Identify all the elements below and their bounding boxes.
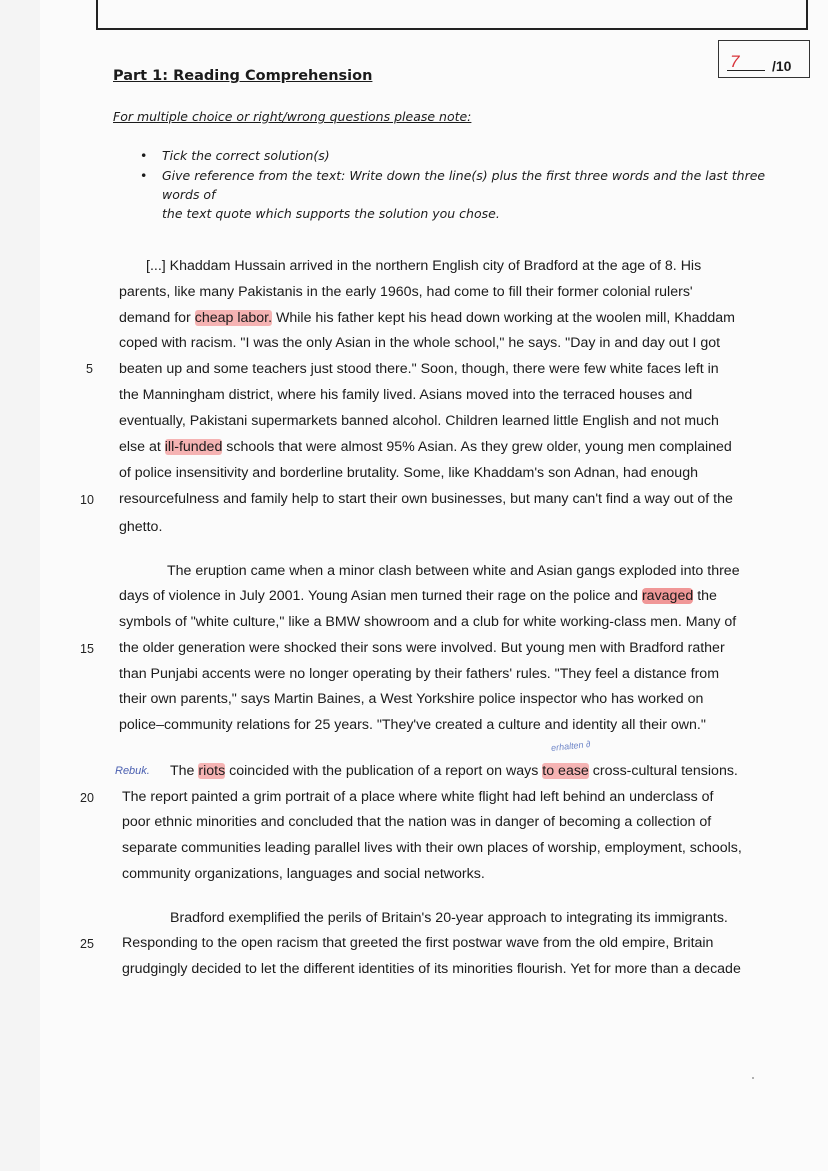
top-border-rule	[96, 0, 808, 30]
text-line: symbols of "white culture," like a BMW showroom and a club for white working-class men. Many of	[119, 614, 737, 630]
text-line: Responding to the open racism that greeted the first postwar wave from the old empire, Britain	[122, 935, 714, 951]
handwritten-annotation: erhalten ∂	[550, 738, 591, 754]
line-number: 15	[80, 642, 94, 656]
score-underline	[727, 70, 765, 71]
text-line: days of violence in July 2001. Young Asian men turned their rage on the police and ravaged the	[119, 588, 717, 604]
instructions-heading: For multiple choice or right/wrong questions please note:	[113, 109, 472, 124]
text-line: the older generation were shocked their sons were involved. But young men with Bradford rather	[119, 640, 725, 656]
speck	[752, 1077, 754, 1079]
text-line: community organizations, languages and social networks.	[122, 866, 485, 882]
highlight-to-ease: to ease	[542, 763, 589, 779]
text-line: ghetto.	[119, 519, 163, 535]
instruction-item: • Tick the correct solution(s)	[140, 146, 800, 165]
text-line: Bradford exemplified the perils of Britain's 20-year approach to integrating its immigrants.	[170, 910, 728, 926]
text-line: their own parents," says Martin Baines, a West Yorkshire police inspector who has worked on	[119, 691, 704, 707]
text-line: resourcefulness and family help to start their own businesses, but many can't find a way out of the	[119, 491, 733, 507]
text-line: grudgingly decided to let the different identities of its minorities flourish. Yet for more than a decade	[122, 961, 741, 977]
text-line: eventually, Pakistani supermarkets banned alcohol. Children learned little English and not much	[119, 413, 719, 429]
line-number: 5	[86, 362, 93, 376]
text-line: poor ethnic minorities and concluded that the nation was in danger of becoming a collection of	[122, 814, 712, 830]
line-number: 25	[80, 937, 94, 951]
score-value: 7	[730, 52, 740, 71]
text-line: else at ill-funded schools that were almost 95% Asian. As they grew older, young men complained	[119, 439, 732, 455]
score-max: /10	[772, 58, 792, 74]
line-number: 10	[80, 493, 94, 507]
text-line: of police insensitivity and borderline brutality. Some, like Khaddam's son Adnan, had enough	[119, 465, 698, 481]
text-line: demand for cheap labor. While his father kept his head down working at the woolen mill, Khaddam	[119, 310, 735, 326]
text-line: parents, like many Pakistanis in the early 1960s, had come to fill their former colonial rulers'	[119, 284, 693, 300]
highlight-ravaged: ravaged	[641, 588, 694, 604]
text-line: the Manningham district, where his family lived. Asians moved into the terraced houses and	[119, 387, 693, 403]
text-line: separate communities leading parallel lives with their own places of worship, employment, schools,	[122, 840, 742, 856]
highlight-ill-funded: ill-funded	[164, 439, 223, 455]
margin-note: Rebuk.	[115, 765, 150, 777]
highlight-cheap-labor: cheap labor.	[194, 310, 273, 326]
text-line: beaten up and some teachers just stood there." Soon, though, there were few white faces left in	[119, 361, 719, 377]
highlight-riots: riots	[198, 763, 226, 779]
text-line: The riots coincided with the publication of a report on ways to ease cross-cultural tensions.	[170, 763, 738, 779]
text-line: than Punjabi accents were no longer operating by their fathers' rules. "They feel a distance from	[119, 666, 720, 682]
text-line: [...] Khaddam Hussain arrived in the northern English city of Bradford at the age of 8. His	[146, 258, 702, 274]
instructions-list	[140, 146, 800, 224]
instruction-item: • Give reference from the text: Write down the line(s) plus the first three words and the last three words of the text quote which supports the solution you chose.	[140, 166, 800, 223]
part-title: Part 1: Reading Comprehension	[113, 68, 373, 84]
line-number: 20	[80, 791, 94, 805]
text-line: coped with racism. "I was the only Asian in the whole school," he says. "Day in and day out I got	[119, 335, 721, 351]
text-line: The eruption came when a minor clash between white and Asian gangs exploded into three	[167, 563, 740, 579]
text-line: police–community relations for 25 years. "They've created a culture and identity all their own."	[119, 717, 706, 733]
text-line: The report painted a grim portrait of a place where white flight had left behind an underclass of	[122, 789, 714, 805]
